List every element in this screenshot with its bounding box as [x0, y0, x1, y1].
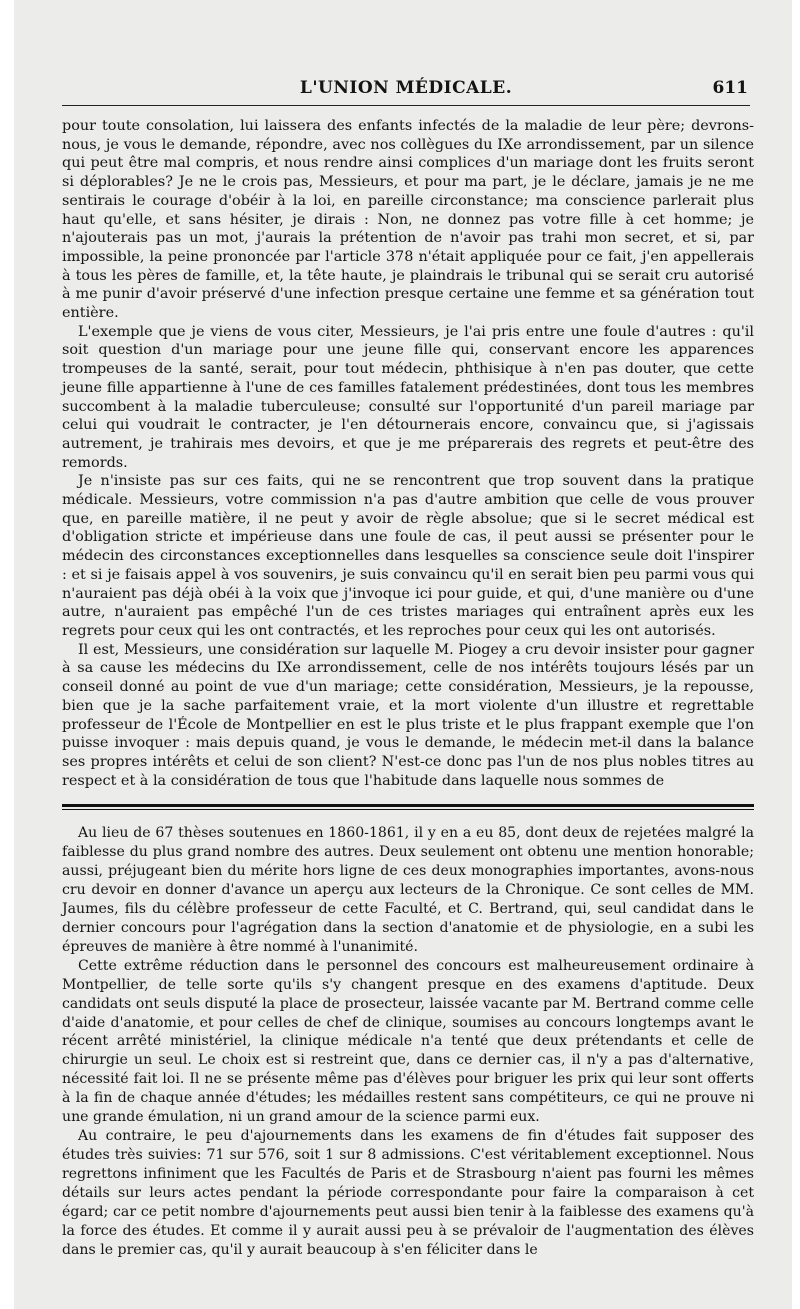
header-rule: [62, 105, 750, 106]
note-paragraph: Cette extrême réduction dans le personnel des concours est malheureusement ordinaire à Montpellier, de telle sorte qu'ils s'y changent presque en des examens d'aptitude. Deux candidats ont seuls disputé la place de prosecteur, laissée vacante par M. Bertrand comme celle d'aide d'anatomie, et pour celles de chef de clinique, soumises au concours longtemps avant le récent arrêté ministériel, la clinique médicale n'a tenté que deux prétendants et celle de chirurgie un seul. Le choix est si restreint que, dans ce dernier cas, il n'y a pas d'alternative, nécessité fait loi. Il ne se présente même pas d'élèves pour briguer les prix qui leur sont offerts à la fin de chaque année d'études; les médailles restent sans compétiteurs, ce qui ne prouve ni une grande émulation, ni un grand amour de la science parmi eux.: [62, 957, 754, 1126]
running-title: L'UNION MÉDICALE.: [299, 78, 513, 98]
note-paragraph: Au lieu de 67 thèses soutenues en 1860-1861, il y en a eu 85, dont deux de rejetées malgré la faiblesse du plus grand nombre des autres. Deux seulement ont obtenu une mention honorable; aussi, préjugeant bien du mérite hors ligne de ces deux monographies importantes, avons-nous cru devoir en donner d'avance un aperçu aux lecteurs de la Chronique. Ce sont celles de MM. Jaumes, fils du célèbre professeur de cette Faculté, et C. Bertrand, qui, seul candidat dans le dernier concours pour l'agrégation dans la section d'anatomie et de physiologie, en a subi les épreuves de manière à être nommé à l'unanimité.: [62, 825, 754, 955]
body-paragraph: Il est, Messieurs, une considération sur laquelle M. Piogey a cru devoir insister pour gagner à sa cause les médecins du IXe arrondissement, celle de nos intérêts toujours lésés par un conseil donné au point de vue d'un mariage; cette considération, Messieurs, je la repousse, bien que je la sache parfaitement vraie, et la mort violente d'un illustre et regrettable professeur de l'École de Montpellier en est le plus triste et le plus frappant exemple que l'on puisse invoquer : mais depuis quand, je vous le demande, le médecin met-il dans la balance ses propres intérêts et celui de son client? N'est-ce donc pas l'un de nos plus nobles titres au respect et à la considération de tous que l'habitude dans laquelle nous sommes de: [62, 641, 754, 789]
note-paragraph: Au contraire, le peu d'ajournements dans les examens de fin d'études fait supposer des études très suivies: 71 sur 576, soit 1 sur 8 admissions. C'est véritablement exceptionnel. Nous regrettons infiniment que les Facultés de Paris et de Strasbourg n'aient pas fourni les mêmes détails sur leurs actes pendant la période correspondante pour faire la comparaison à cet égard; car ce petit nombre d'ajournements peut aussi bien tenir à la faiblesse des examens qu'à la force des études. Et comme il y aurait aussi peu à se prévaloir de l'augmentation des élèves dans le premier cas, qu'il y aurait beaucoup à s'en féliciter dans le: [62, 1128, 754, 1258]
body-paragraph: L'exemple que je viens de vous citer, Messieurs, je l'ai pris entre une foule d'autres : qu'il soit question d'un mariage pour une jeune fille qui, conservant encore les apparences trompeuses de la santé, serait, pour tout médecin, phthisique à n'en pas douter, que cette jeune fille appartienne à l'une de ces familles fatalement prédestinées, dont tous les membres succombent à la maladie tuberculeuse; consulté sur l'opportunité d'un pareil mariage par celui qui voudrait le contracter, je l'en détournerais encore, convaincu que, si j'agissais autrement, je trahirais mes devoirs, et que je me préparerais des regrets et peut-être des remords.: [62, 323, 754, 471]
body-paragraph: Je n'insiste pas sur ces faits, qui ne se rencontrent que trop souvent dans la pratique médicale. Messieurs, votre commission n'a pas d'autre ambition que celle de vous prouver que, en pareille matière, il ne peut y avoir de règle absolue; que si le secret médical est d'obligation stricte et impérieuse dans une foule de cas, il peut aussi se présenter pour le médecin des circonstances exceptionnelles dans lesquelles sa conscience seule doit l'inspirer : et si je faisais appel à vos souvenirs, je suis convaincu qu'il en serait bien peu parmi vous qui n'auraient pas déjà obéi à la voix que j'invoque ici pour guide, et qui, d'une manière ou d'une autre, n'auraient pas empêché l'un de ces tristes mariages qui entraînent après eux les regrets pour ceux qui les ont contractés, et les reproches pour ceux qui les ont autorisés.: [62, 473, 754, 639]
body-paragraph: pour toute consolation, lui laissera des enfants infectés de la maladie de leur père; devrons-nous, je vous le demande, répondre, avec nos collègues du IXe arrondissement, par un silence qui peut être mal compris, et nous rendre ainsi complices d'un mariage dont les fruits seront si déplorables? Je ne le crois pas, Messieurs, et pour ma part, je le déclare, jamais je ne me sentirais le courage d'obéir à la loi, en pareille circonstance; ma conscience parlerait plus haut qu'elle, et sans hésiter, je dirais : Non, ne donnez pas votre fille à cet homme; je n'ajouterais pas un mot, j'aurais la prétention de n'avoir pas trahi mon secret, et si, par impossible, la peine prononcée par l'article 378 n'était appliquée pour ce fait, j'en appellerais à tous les pères de famille, et, la tête haute, je plaindrais le tribunal qui se serait cru autorisé à me punir d'avoir préservé d'une infection presque certaine une femme et sa génération tout entière.: [62, 118, 754, 322]
section-separator-rule: [62, 804, 754, 810]
main-body-text: [62, 117, 754, 790]
chronicle-note-text: [62, 824, 754, 1260]
page-number: 611: [712, 78, 748, 98]
page-header: [62, 74, 750, 104]
